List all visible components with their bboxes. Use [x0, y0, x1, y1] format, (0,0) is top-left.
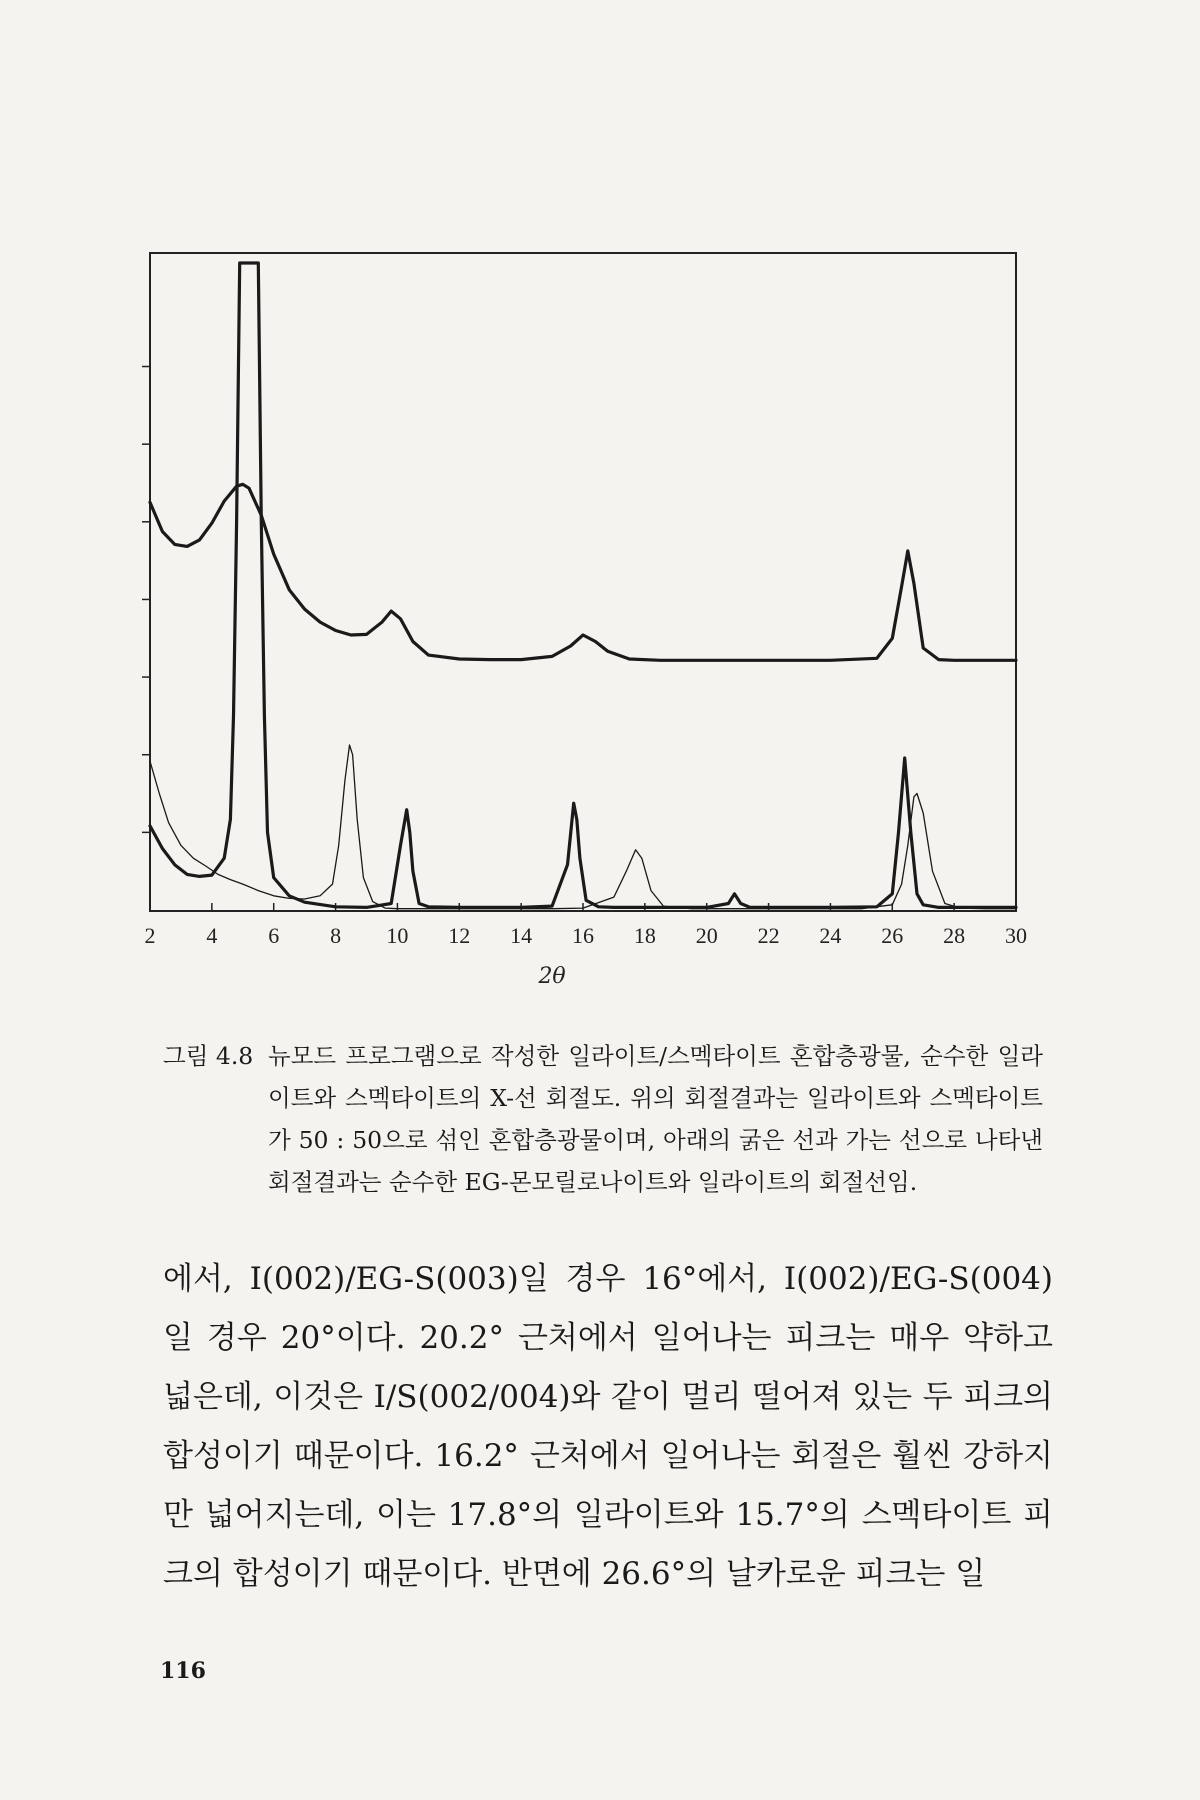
plot-frame [150, 253, 1016, 911]
figure-caption [163, 1035, 1043, 1203]
x-tick-label: 24 [819, 923, 842, 948]
series-line-1 [150, 484, 1016, 660]
x-tick-label: 8 [330, 923, 342, 948]
x-axis-ticks [145, 903, 1028, 948]
body-paragraph: 에서, I(002)/EG-S(003)일 경우 16°에서, I(002)/EG-S(004)일 경우 20°이다. 20.2° 근처에서 일어나는 피크는 매우 약하고 넓은데, 이것은 I/S(002/004)와 같이 멀리 떨어져 있는 두 피크의 합성이기 때문이다. 16.2° 근처에서 일어나는 회절은 훨씬 강하지만 넓어지는데, 이는 17.8°의 일라이트와 15.7°의 스멕타이트 피크의 합성이기 때문이다. 반면에 26.6°의 날카로운 피크는 일 [163, 1261, 1053, 1592]
x-tick-label: 6 [268, 923, 280, 948]
x-tick-label: 14 [510, 923, 533, 948]
x-tick-label: 22 [757, 923, 780, 948]
x-tick-label: 12 [448, 923, 471, 948]
x-axis-title: 2θ [538, 964, 566, 989]
caption-text: 뉴모드 프로그램으로 작성한 일라이트/스멕타이트 혼합층광물, 순수한 일라이트와 스멕타이트의 X-선 회절도. 위의 회절결과는 일라이트와 스멕타이트가 50 : 50으로 섞인 혼합층광물이며, 아래의 굵은 선과 가는 선으로 나타낸 회절결과는 순수한 EG-몬모릴로나이트와 일라이트의 회절선임. [268, 1042, 1043, 1196]
series-layer [150, 263, 1016, 909]
x-tick-label: 16 [572, 923, 594, 948]
x-tick-label: 26 [881, 923, 904, 948]
x-tick-label: 2 [144, 923, 156, 948]
x-tick-label: 18 [633, 923, 656, 948]
series-line-2 [150, 263, 1016, 907]
x-tick-label: 28 [943, 923, 966, 948]
x-tick-label: 10 [386, 923, 409, 948]
xrd-chart [144, 245, 1050, 1005]
x-tick-label: 4 [206, 923, 218, 948]
y-axis-ticks [142, 367, 150, 833]
caption-label: 그림 4.8 [163, 1042, 254, 1070]
x-tick-label: 20 [695, 923, 718, 948]
x-tick-label: 30 [1005, 923, 1027, 948]
page-number: 116 [160, 1658, 206, 1684]
